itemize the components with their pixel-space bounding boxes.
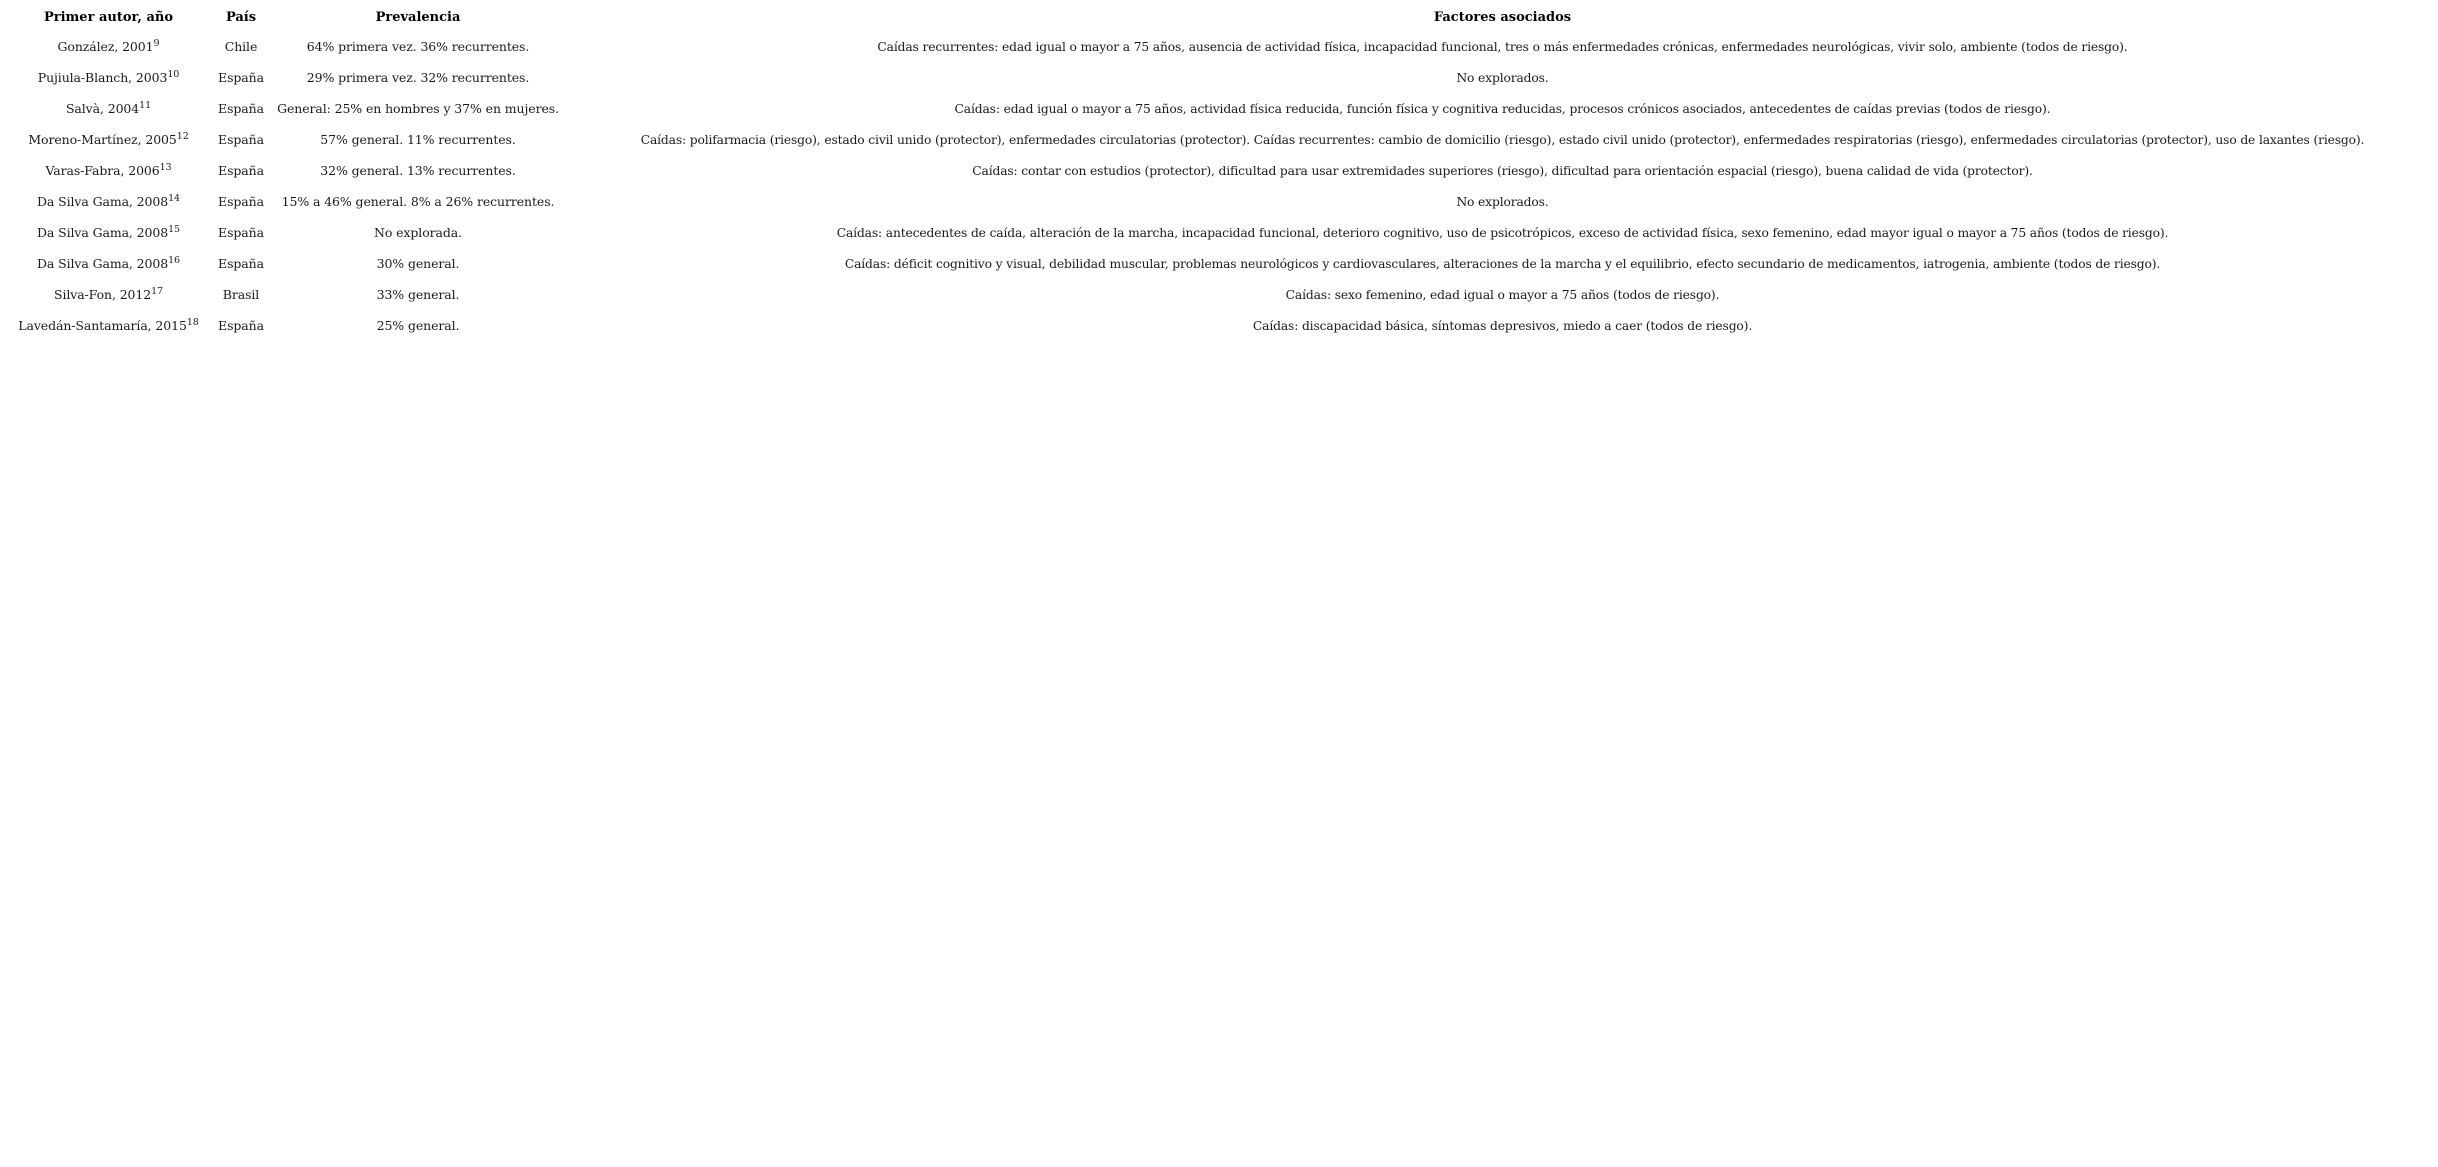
reference-number: 15 — [168, 223, 180, 235]
country-cell: España — [218, 256, 264, 271]
reference-number: 12 — [176, 130, 189, 142]
table-row — [2, 310, 2436, 341]
header-factors: Factores asociados — [1433, 9, 1572, 25]
reference-number: 16 — [168, 254, 180, 266]
country-cell: España — [218, 132, 264, 147]
author-cell — [2, 93, 215, 124]
author-name: Moreno-Martínez, 2005 — [28, 132, 177, 147]
reference-number: 10 — [167, 68, 180, 80]
table-row — [2, 186, 2436, 217]
reference-number: 18 — [186, 316, 199, 328]
prevalence-cell: 25% general. — [376, 318, 460, 333]
factors-cell: Caídas: edad igual o mayor a 75 años, actividad física reducida, función física y cognitiva reducidas, procesos crónicos asociados, antecedentes de caídas previas (todos de riesgo). — [954, 101, 2051, 116]
country-cell: España — [218, 70, 264, 85]
author-name: Silva-Fon, 2012 — [53, 287, 152, 302]
author-name: Da Silva Gama, 2008 — [37, 225, 169, 240]
author-cell — [2, 31, 215, 62]
prevalence-cell: No explorada. — [374, 225, 462, 240]
reference-number: 11 — [139, 99, 152, 111]
factors-cell: Caídas recurrentes: edad igual o mayor a 75 años, ausencia de actividad física, incapacidad funcional, tres o más enfermedades crónicas, enfermedades neurológicas, vivir solo, ambiente (todos de riesgo). — [877, 39, 2128, 54]
reference-number: 17 — [151, 285, 163, 297]
prevalence-cell: 15% a 46% general. 8% a 26% recurrentes. — [281, 194, 555, 209]
author-cell — [2, 62, 215, 93]
reference-number: 14 — [168, 192, 180, 204]
factors-cell: Caídas: polifarmacia (riesgo), estado civil unido (protector), enfermedades circulatorias (protector). Caídas recurrentes: cambio de domicilio (riesgo), estado civil unido (protector), enfermedades respiratorias (riesgo), enfermedades circulatorias (protector), uso de laxantes (riesgo). — [640, 132, 2365, 147]
factors-cell: Caídas: sexo femenino, edad igual o mayor a 75 años (todos de riesgo). — [1285, 287, 1720, 302]
header-author: Primer autor, año — [43, 9, 174, 25]
country-cell: España — [218, 194, 264, 209]
factors-cell: No explorados. — [1456, 194, 1549, 209]
reference-number: 13 — [159, 161, 172, 173]
author-name: Lavedán-Santamaría, 2015 — [18, 318, 187, 333]
factors-cell: Caídas: antecedentes de caída, alteración de la marcha, incapacidad funcional, deterioro cognitivo, uso de psicotrópicos, exceso de actividad física, sexo femenino, edad mayor igual o mayor a 75 años (todos de riesgo). — [836, 225, 2169, 240]
author-cell — [2, 279, 215, 310]
table-row — [2, 124, 2436, 155]
factors-cell: Caídas: discapacidad básica, síntomas depresivos, miedo a caer (todos de riesgo). — [1252, 318, 1753, 333]
author-cell — [2, 217, 215, 248]
reference-number: 9 — [153, 37, 160, 49]
header-row — [2, 3, 2436, 31]
author-name: González, 2001 — [57, 39, 154, 54]
table-row — [2, 62, 2436, 93]
country-cell: España — [218, 163, 264, 178]
author-cell — [2, 155, 215, 186]
author-cell — [2, 124, 215, 155]
prevalence-cell: 33% general. — [376, 287, 460, 302]
prevalence-cell: 30% general. — [376, 256, 460, 271]
author-cell — [2, 186, 215, 217]
factors-cell: No explorados. — [1456, 70, 1549, 85]
country-cell: Brasil — [222, 287, 260, 302]
studies-table — [2, 3, 2436, 341]
table-row — [2, 217, 2436, 248]
table-header — [2, 3, 2436, 31]
prevalence-cell: 57% general. 11% recurrentes. — [320, 132, 516, 147]
country-cell: España — [218, 318, 264, 333]
author-name: Da Silva Gama, 2008 — [37, 194, 169, 209]
author-cell — [2, 310, 215, 341]
factors-cell: Caídas: contar con estudios (protector), dificultad para usar extremidades superiores (riesgo), dificultad para orientación espacial (riesgo), buena calidad de vida (protector). — [972, 163, 2033, 178]
prevalence-cell: General: 25% en hombres y 37% en mujeres. — [277, 101, 559, 116]
factors-cell: Caídas: déficit cognitivo y visual, debilidad muscular, problemas neurológicos y cardiovasculares, alteraciones de la marcha y el equilibrio, efecto secundario de medicamentos, iatrogenia, ambiente (todos de riesgo). — [844, 256, 2161, 271]
author-name: Pujiula-Blanch, 2003 — [37, 70, 168, 85]
table-row — [2, 93, 2436, 124]
author-name: Salvà, 2004 — [65, 101, 140, 116]
prevalence-cell: 32% general. 13% recurrentes. — [320, 163, 516, 178]
prevalence-cell: 29% primera vez. 32% recurrentes. — [306, 70, 530, 85]
author-name: Da Silva Gama, 2008 — [37, 256, 169, 271]
author-name: Varas-Fabra, 2006 — [45, 163, 160, 178]
country-cell: Chile — [224, 39, 258, 54]
table-row — [2, 155, 2436, 186]
table-row — [2, 248, 2436, 279]
author-cell — [2, 248, 215, 279]
table-body — [2, 31, 2436, 341]
table-row — [2, 31, 2436, 62]
table-row — [2, 279, 2436, 310]
country-cell: España — [218, 225, 264, 240]
country-cell: España — [218, 101, 264, 116]
prevalence-cell: 64% primera vez. 36% recurrentes. — [306, 39, 530, 54]
header-country: País — [225, 9, 257, 25]
header-prevalence: Prevalencia — [375, 9, 461, 25]
